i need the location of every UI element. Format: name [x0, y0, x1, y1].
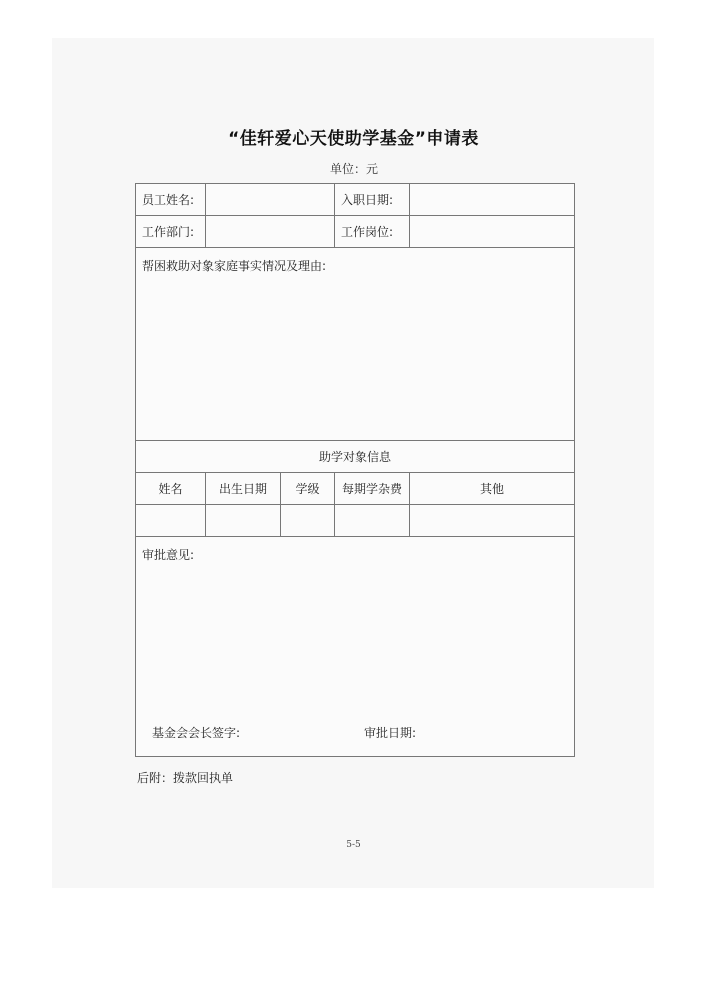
approval-box[interactable]	[136, 537, 575, 757]
beneficiary-grade-cell[interactable]	[281, 505, 335, 537]
attachment-note: 后附：拨款回执单	[137, 771, 234, 785]
column-header-tuition: 每期学杂费	[335, 473, 410, 505]
form-title: “佳轩爱心天使助学基金”申请表	[228, 129, 479, 149]
employee-name-label: 员工姓名:	[136, 184, 206, 216]
hire-date-field[interactable]	[410, 184, 575, 216]
form-row-name	[136, 184, 575, 216]
hire-date-label: 入职日期:	[335, 184, 410, 216]
column-header-name: 姓名	[136, 473, 206, 505]
position-label: 工作岗位:	[335, 216, 410, 248]
form-row-beneficiary-headers	[136, 473, 575, 505]
family-situation-box[interactable]	[136, 248, 575, 441]
department-label: 工作部门:	[136, 216, 206, 248]
column-header-birth-date: 出生日期	[206, 473, 281, 505]
approval-label: 审批意见:	[142, 548, 195, 562]
chairman-signature-label: 基金会会长签字:	[152, 726, 241, 740]
position-field[interactable]	[410, 216, 575, 248]
application-form-table	[135, 183, 575, 757]
approval-date-label: 审批日期:	[364, 726, 417, 740]
beneficiary-tuition-cell[interactable]	[335, 505, 410, 537]
family-situation-label: 帮困救助对象家庭事实情况及理由:	[142, 259, 327, 273]
department-field[interactable]	[206, 216, 335, 248]
column-header-other: 其他	[410, 473, 575, 505]
employee-name-field[interactable]	[206, 184, 335, 216]
beneficiary-other-cell[interactable]	[410, 505, 575, 537]
form-row-beneficiary-data	[136, 505, 575, 537]
form-row-family-situation	[136, 248, 575, 441]
currency-unit: 单位：元	[330, 162, 379, 176]
column-header-grade: 学级	[281, 473, 335, 505]
form-row-approval	[136, 537, 575, 757]
beneficiary-birth-date-cell[interactable]	[206, 505, 281, 537]
form-row-department	[136, 216, 575, 248]
page-number: 5-5	[346, 840, 361, 850]
beneficiary-section-title: 助学对象信息	[136, 441, 575, 473]
beneficiary-name-cell[interactable]	[136, 505, 206, 537]
form-row-beneficiary-title	[136, 441, 575, 473]
